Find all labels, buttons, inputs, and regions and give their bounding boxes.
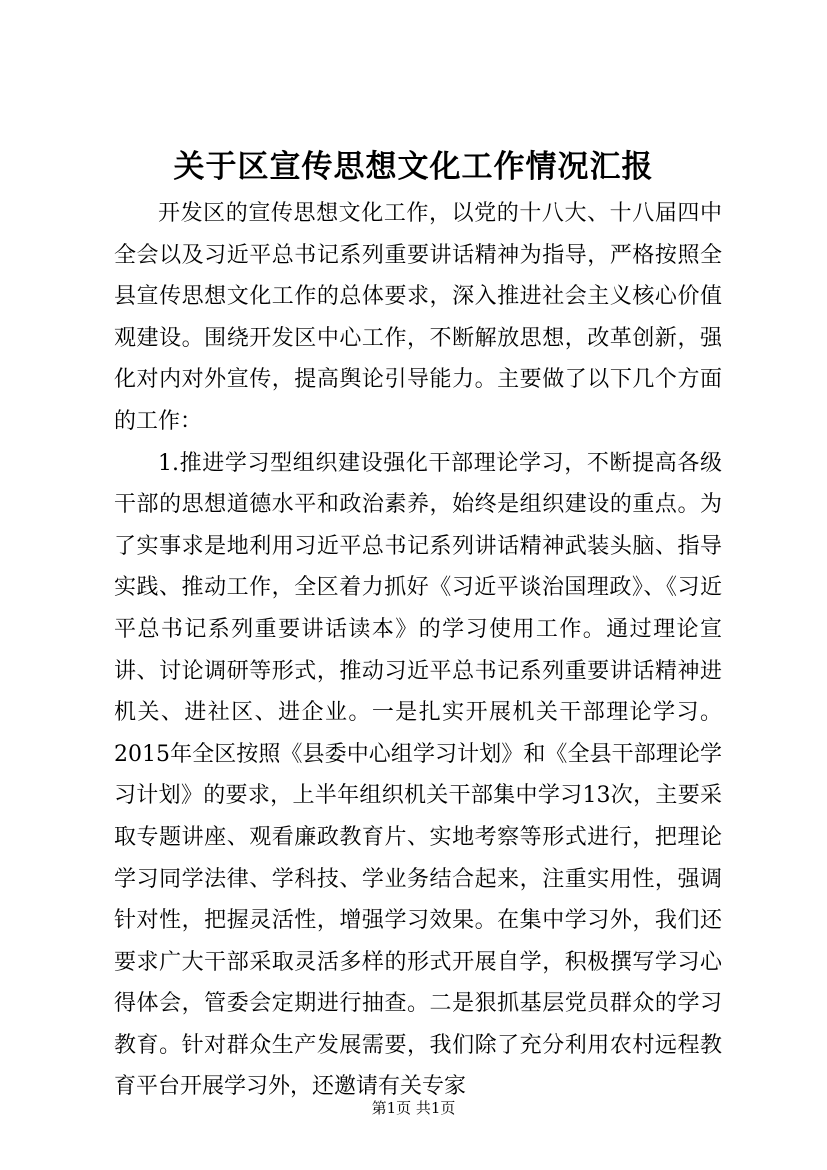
paragraph-section-1: 1.推进学习型组织建设强化干部理论学习，不断提高各级干部的思想道德水平和政治素养，始终是组织建设的重点。为了实事求是地利用习近平总书记系列讲话精神武装头脑、指导实践、推动工作，全区着力抓好《习近平谈治国理政》、《习近平总书记系列重要讲话读本》的学习使用工作。通过理论宣讲、讨论调研等形式，推动习近平总书记系列重要讲话精神进机关、进社区、进企业。一是扎实开展机关干部理论学习。2015年全区按照《县委中心组学习计划》和《全县干部理论学习计划》的要求，上半年组织机关干部集中学习13次，主要采取专题讲座、观看廉政教育片、实地考察等形式进行，把理论学习同学法律、学科技、学业务结合起来，注重实用性，强调针对性，把握灵活性，增强学习效果。在集中学习外，我们还要求广大干部采取灵活多样的形式开展自学，积极撰写学习心得体会，管委会定期进行抽查。二是狠抓基层党员群众的学习教育。针对群众生产发展需要，我们除了充分利用农村远程教育平台开展学习外，还邀请有关专家 [114,450,722,1100]
paragraph-intro: 开发区的宣传思想文化工作，以党的十八大、十八届四中全会以及习近平总书记系列重要讲话精神为指导，严格按照全县宣传思想文化工作的总体要求，深入推进社会主义核心价值观建设。围绕开发区中心工作，不断解放思想，改革创新，强化对内对外宣传，提高舆论引导能力。主要做了以下几个方面的工作： [114,201,722,434]
page-number-footer: 第1页 共1页 [371,1099,456,1117]
document-body [114,193,722,1108]
document-title: 关于区宣传思想文化工作情况汇报 [173,149,654,185]
